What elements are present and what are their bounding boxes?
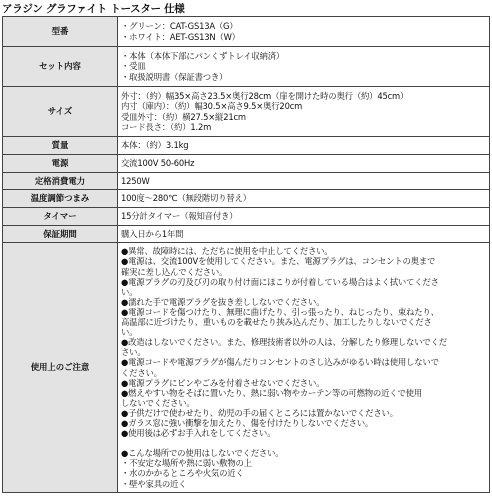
spec-value <box>118 87 490 137</box>
spec-value-line: 交流100V 50-60Hz <box>121 158 195 169</box>
spec-row <box>3 155 490 173</box>
spec-table <box>2 16 490 493</box>
spec-value-line: ●燃えやすい物をそばに置いたり、熱に弱い物やカーテン等の可燃物の近くで使用 <box>121 387 422 398</box>
spec-row <box>3 173 490 190</box>
spec-value-line: ●ガラス窓に強い衝撃を加えたり、傷を付けたりしないでください。 <box>121 417 374 428</box>
spec-value <box>118 226 490 243</box>
spec-value-line: ●異常、故障時には、ただちに使用を中止してください。 <box>121 246 333 257</box>
spec-row <box>3 17 490 47</box>
spec-value-line: ●電源プラグの刃及び刃の取り付け面にほこりが付着している場合はよく拭いてくださ <box>121 276 439 287</box>
spec-value-line: ●改造はしないでください。また、修理技術者以外の人は、分解したり修理しないでくだ <box>121 337 447 348</box>
spec-value-line <box>121 438 486 448</box>
spec-value-line: ・水のかかるところや火気の近く <box>121 468 244 479</box>
spec-value <box>118 208 490 226</box>
spec-value-line: ●電源プラグにピンやごみを付着させないでください。 <box>121 377 325 388</box>
spec-value-line: ・受皿 <box>121 61 146 72</box>
spec-value <box>118 173 490 190</box>
spec-value-line: ●電源コードや電源プラグが傷んだりコンセントのさし込みがゆるい時は使用しないで <box>121 357 439 368</box>
spec-label: 型番 <box>3 17 118 47</box>
spec-value-line: ●電源は、交流100Vを使用してください。また、電源プラグは、コンセントの奥まで <box>121 256 436 267</box>
spec-value-line: ・壁や家具の近く <box>121 478 187 489</box>
spec-label: 電源 <box>3 155 118 173</box>
spec-value-line: ●こんな場所での使用はしないでください。 <box>121 448 284 459</box>
spec-value-line: しないでください。 <box>121 397 195 408</box>
spec-label: 質量 <box>3 137 118 155</box>
spec-value-line: 確実に差し込んでください。 <box>121 266 228 277</box>
spec-value <box>118 17 490 47</box>
spec-value-line: ●濡れた手で電源プラグを抜き差ししないでください。 <box>121 296 325 307</box>
spec-value <box>118 190 490 208</box>
spec-value-line: ・グリーン：CAT-GS13A（G） <box>121 21 238 32</box>
spec-label: 温度調節つまみ <box>3 190 118 208</box>
spec-value-line: コード長さ：（約）1.2m <box>121 121 212 132</box>
spec-value-line: い。 <box>121 286 138 297</box>
spec-value-line: 15分計タイマー（報知音付き） <box>121 211 238 222</box>
spec-row <box>3 87 490 137</box>
spec-value-line: 内寸（庫内）：（約）幅30.5×高さ9.5×奥行20cm <box>121 101 303 112</box>
spec-value-line: さい。 <box>121 347 146 358</box>
spec-value <box>118 155 490 173</box>
spec-row <box>3 208 490 226</box>
spec-value-line: ●使用後は必ずお手入れをしてください。 <box>121 428 276 439</box>
spec-value-line: ●電源コードを傷つけたり、無理に曲げたり、引っ張ったり、ねじったり、束ねたり、 <box>121 306 439 317</box>
spec-value-line: ・ホワイト：AET-GS13N（W） <box>121 31 240 42</box>
spec-label: セット内容 <box>3 47 118 87</box>
spec-value-line: 100度〜280℃（無段階切り替え） <box>121 193 251 204</box>
spec-label: 使用上のご注意 <box>3 243 118 493</box>
spec-value-line: 受皿外寸：（約）横27.5×縦21cm <box>121 111 246 122</box>
spec-value <box>118 47 490 87</box>
spec-row <box>3 226 490 243</box>
spec-value-line: ください。 <box>121 367 162 378</box>
spec-value-line: 購入日から1年間 <box>121 228 184 239</box>
spec-value-line: 本体：（約）3.1kg <box>121 140 189 151</box>
spec-value <box>118 243 490 493</box>
spec-label: 保証期間 <box>3 226 118 243</box>
spec-value-line: ・本体（本体下部にパンくずトレイ収納済） <box>121 51 285 62</box>
spec-value-line: い。 <box>121 327 138 338</box>
spec-value-line: 高温部に近づけたり、重いものを載せたり挟み込んだり、加工したりしないでくださ <box>121 317 432 328</box>
spec-row <box>3 190 490 208</box>
page-title: アラジン グラファイト トースター 仕様 <box>2 3 185 15</box>
spec-label: タイマー <box>3 208 118 226</box>
spec-value-line: ●子供だけで使わせたり、幼児の手の届くところには置かないでください。 <box>121 407 398 418</box>
spec-row <box>3 47 490 87</box>
spec-value-line: ・不安定な場所や熱に弱い敷物の上 <box>121 458 252 469</box>
spec-row <box>3 243 490 493</box>
spec-value-line: 1250W <box>121 175 150 186</box>
spec-label: 定格消費電力 <box>3 173 118 190</box>
spec-row <box>3 137 490 155</box>
spec-value <box>118 137 490 155</box>
spec-value-line: 外寸：（約）幅35×高さ23.5×奥行28cm（扉を開けた時の奥行（約）45cm） <box>121 91 409 102</box>
spec-value-line: ・取扱説明書（保証書つき） <box>121 71 228 82</box>
spec-label: サイズ <box>3 87 118 137</box>
